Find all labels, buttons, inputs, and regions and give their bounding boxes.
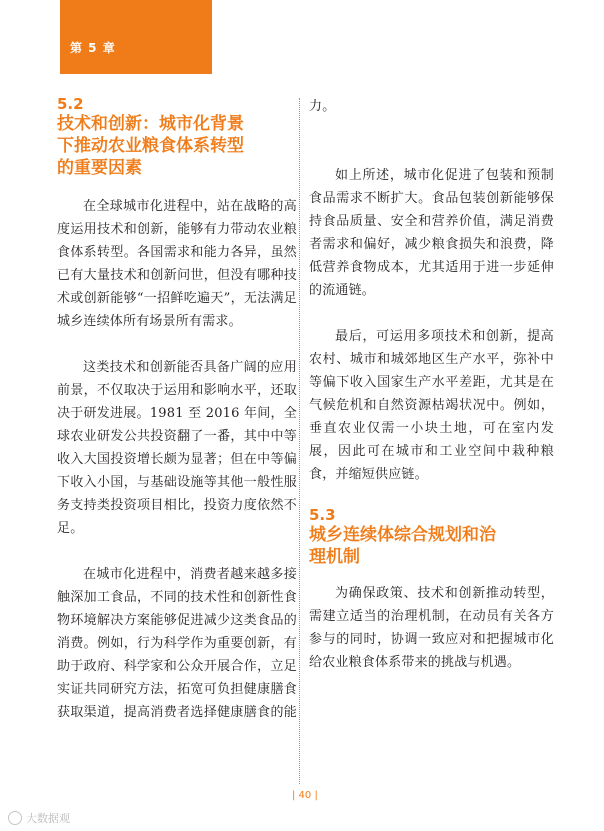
section-title-5-3 — [309, 524, 554, 568]
section-title-line: 理机制 — [309, 547, 360, 567]
paragraph: 为确保政策、技术和创新推动转型，需建立适当的治理机制，在动员有关各方参与的同时，协调一致应对和把握城市化给农业粮食体系带来的挑战与机遇。 — [309, 586, 554, 670]
section-title-line: 城乡连续体综合规划和治 — [309, 525, 496, 545]
section-title-5-2 — [57, 113, 297, 179]
chapter-label: 第 5 章 — [70, 41, 116, 55]
watermark-text: 大数据观 — [26, 812, 70, 825]
left-column — [57, 95, 297, 724]
section-number-5-3: 5.3 — [309, 506, 336, 524]
section-number-5-2: 5.2 — [57, 95, 84, 113]
watermark — [8, 810, 70, 826]
right-column — [309, 95, 554, 674]
page-number: | 40 | — [292, 790, 318, 801]
section-title-line: 技术和创新：城市化背景 — [57, 114, 244, 134]
paragraph: 在全球城市化进程中，站在战略的高度运用技术和创新，能够有力带动农业粮食体系转型。各国需求和能力各异，虽然已有大量技术和创新问世，但没有哪种技术或创新能够“一招鲜吃遍天”，无法满足城乡连续体所有场景所有需求。 — [57, 199, 297, 329]
section-title-line: 的重要因素 — [57, 158, 142, 178]
continued-text: 力。 — [309, 99, 336, 114]
section-title-line: 下推动农业粮食体系转型 — [57, 136, 244, 156]
paragraph: 如上所述，城市化促进了包装和预制食品需求不断扩大。食品包装创新能够保持食品质量、安全和营养价值，满足消费者需求和偏好，减少粮食损失和浪费，降低营养食物成本，尤其适用于进一步延伸的流通链。 — [309, 168, 554, 298]
paragraph: 这类技术和创新能否具备广阔的应用前景，不仅取决于运用和影响水平，还取决于研发进展。1981 至 2016 年间，全球农业研发公共投资翻了一番，其中中等收入大国投资增长颇为显著；但在中等偏下收入小国，与基础设施等其他一般性服务支持类投资项目相比，投资力度依然不足。 — [57, 360, 297, 536]
paragraph: 最后，可运用多项技术和创新，提高农村、城市和城郊地区生产水平，弥补中等偏下收入国家生产水平差距，尤其是在气候危机和自然资源枯竭状况中。例如，垂直农业仅需一小块土地，可在室内发展，因此可在城市和工业空间中栽种粮食，并缩短供应链。 — [309, 329, 554, 482]
watermark-logo-icon — [8, 811, 22, 825]
paragraph-continuation — [309, 95, 554, 141]
column-divider — [299, 98, 300, 784]
paragraph: 在城市化进程中，消费者越来越多接触深加工食品，不同的技术性和创新性食物环境解决方案能够促进减少这类食品的消费。例如，行为科学作为重要创新，有助于政府、科学家和公众开展合作，立足实证共同研究方法，拓宽可负担健康膳食获取渠道，提高消费者选择健康膳食的能 — [57, 567, 297, 720]
chapter-tab — [60, 0, 212, 74]
